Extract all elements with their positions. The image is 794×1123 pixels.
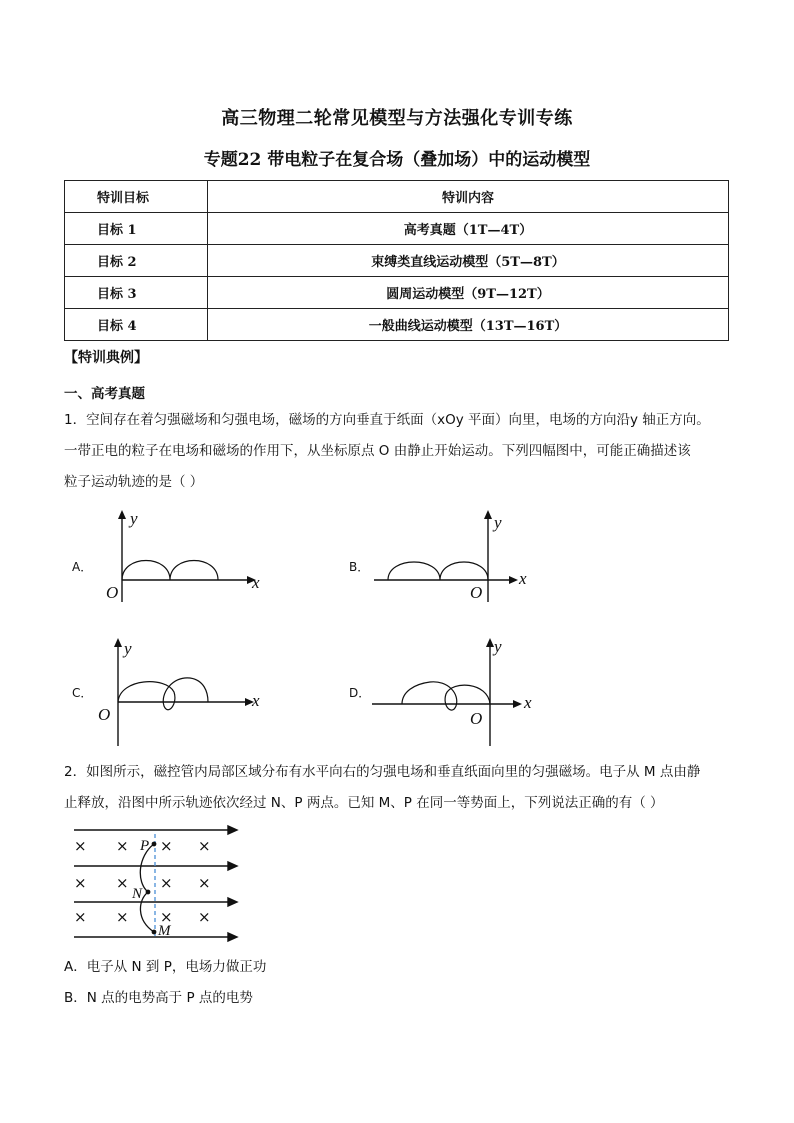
row-target: 目标 4: [65, 309, 208, 341]
field-cross-mark: ×: [198, 908, 211, 926]
field-cross-mark: ×: [198, 874, 211, 892]
point-p-label: P: [140, 838, 150, 854]
option-c-label: C．: [72, 686, 93, 700]
topic-subtitle: 专题22 带电粒子在复合场（叠加场）中的运动模型: [203, 150, 591, 170]
x-axis-label: x: [519, 569, 527, 588]
y-axis-label: y: [494, 637, 502, 656]
section-label: 【特训典例】: [64, 350, 148, 366]
x-axis-label: x: [252, 691, 260, 710]
field-cross-mark: ×: [74, 908, 87, 926]
field-cross-mark: ×: [160, 908, 173, 926]
table-row: [65, 277, 729, 309]
point-m-label: M: [158, 923, 171, 939]
diagram-b: [370, 506, 550, 606]
row-target: 目标 2: [65, 245, 208, 277]
table-row: [65, 309, 729, 341]
origin-label: O: [106, 583, 119, 602]
question-2-text: [64, 757, 744, 819]
field-cross-mark: ×: [74, 837, 87, 855]
y-axis-label: y: [494, 513, 502, 532]
magnetron-diagram: [70, 820, 250, 945]
table-header-row: [65, 181, 729, 213]
option-d-label: D．: [349, 686, 371, 700]
origin-label: O: [98, 705, 111, 724]
field-cross-mark: ×: [116, 874, 129, 892]
diagram-d: [366, 632, 546, 752]
question-2-line: 止释放，沿图中所示轨迹依次经过 N、P 两点。已知 M、P 在同一等势面上，下列说法正确的有（ ）: [64, 795, 664, 811]
x-axis-label: x: [524, 693, 532, 712]
table-row: [65, 245, 729, 277]
question-1-line: 1．空间存在着匀强磁场和匀强电场，磁场的方向垂直于纸面（xOy 平面）向里，电场的方向沿y 轴正方向。: [64, 412, 710, 428]
header-target: 特训目标: [65, 181, 208, 213]
table-row: [65, 213, 729, 245]
header-content: 特训内容: [208, 181, 729, 213]
origin-label: O: [470, 709, 483, 728]
training-targets-table: [64, 180, 729, 341]
question-1-line: 粒子运动轨迹的是（ ）: [64, 474, 204, 490]
field-cross-mark: ×: [116, 837, 129, 855]
subsection-label: 一、高考真题: [64, 386, 145, 402]
choice-b: B．N 点的电势高于 P 点的电势: [64, 990, 253, 1006]
document-title: 高三物理二轮常见模型与方法强化专训专练: [221, 108, 573, 129]
origin-label: O: [470, 583, 483, 602]
question-2-line: 2．如图所示，磁控管内局部区域分布有水平向右的匀强电场和垂直纸面向里的匀强磁场。电子从 M 点由静: [64, 764, 701, 780]
field-cross-mark: ×: [160, 874, 173, 892]
question-1-text: [64, 405, 744, 498]
field-cross-mark: ×: [160, 837, 173, 855]
x-axis-label: x: [252, 573, 260, 592]
option-b-label: B．: [349, 560, 370, 574]
field-cross-mark: ×: [74, 874, 87, 892]
y-axis-label: y: [130, 509, 138, 528]
question-1-line: 一带正电的粒子在电场和磁场的作用下，从坐标原点 O 由静止开始运动。下列四幅图中，可能正确描述该: [64, 443, 691, 459]
y-axis-label: y: [124, 639, 132, 658]
row-content: 束缚类直线运动模型（5T—8T）: [208, 245, 729, 277]
choice-a: A．电子从 N 到 P，电场力做正功: [64, 959, 267, 975]
field-cross-mark: ×: [116, 908, 129, 926]
row-content: 高考真题（1T—4T）: [208, 213, 729, 245]
diagram-c: [96, 632, 276, 752]
field-cross-mark: ×: [198, 837, 211, 855]
row-content: 圆周运动模型（9T—12T）: [208, 277, 729, 309]
diagram-a: [100, 506, 280, 606]
row-target: 目标 3: [65, 277, 208, 309]
point-n-label: N: [132, 886, 143, 902]
row-target: 目标 1: [65, 213, 208, 245]
row-content: 一般曲线运动模型（13T—16T）: [208, 309, 729, 341]
option-a-label: A．: [72, 560, 93, 574]
